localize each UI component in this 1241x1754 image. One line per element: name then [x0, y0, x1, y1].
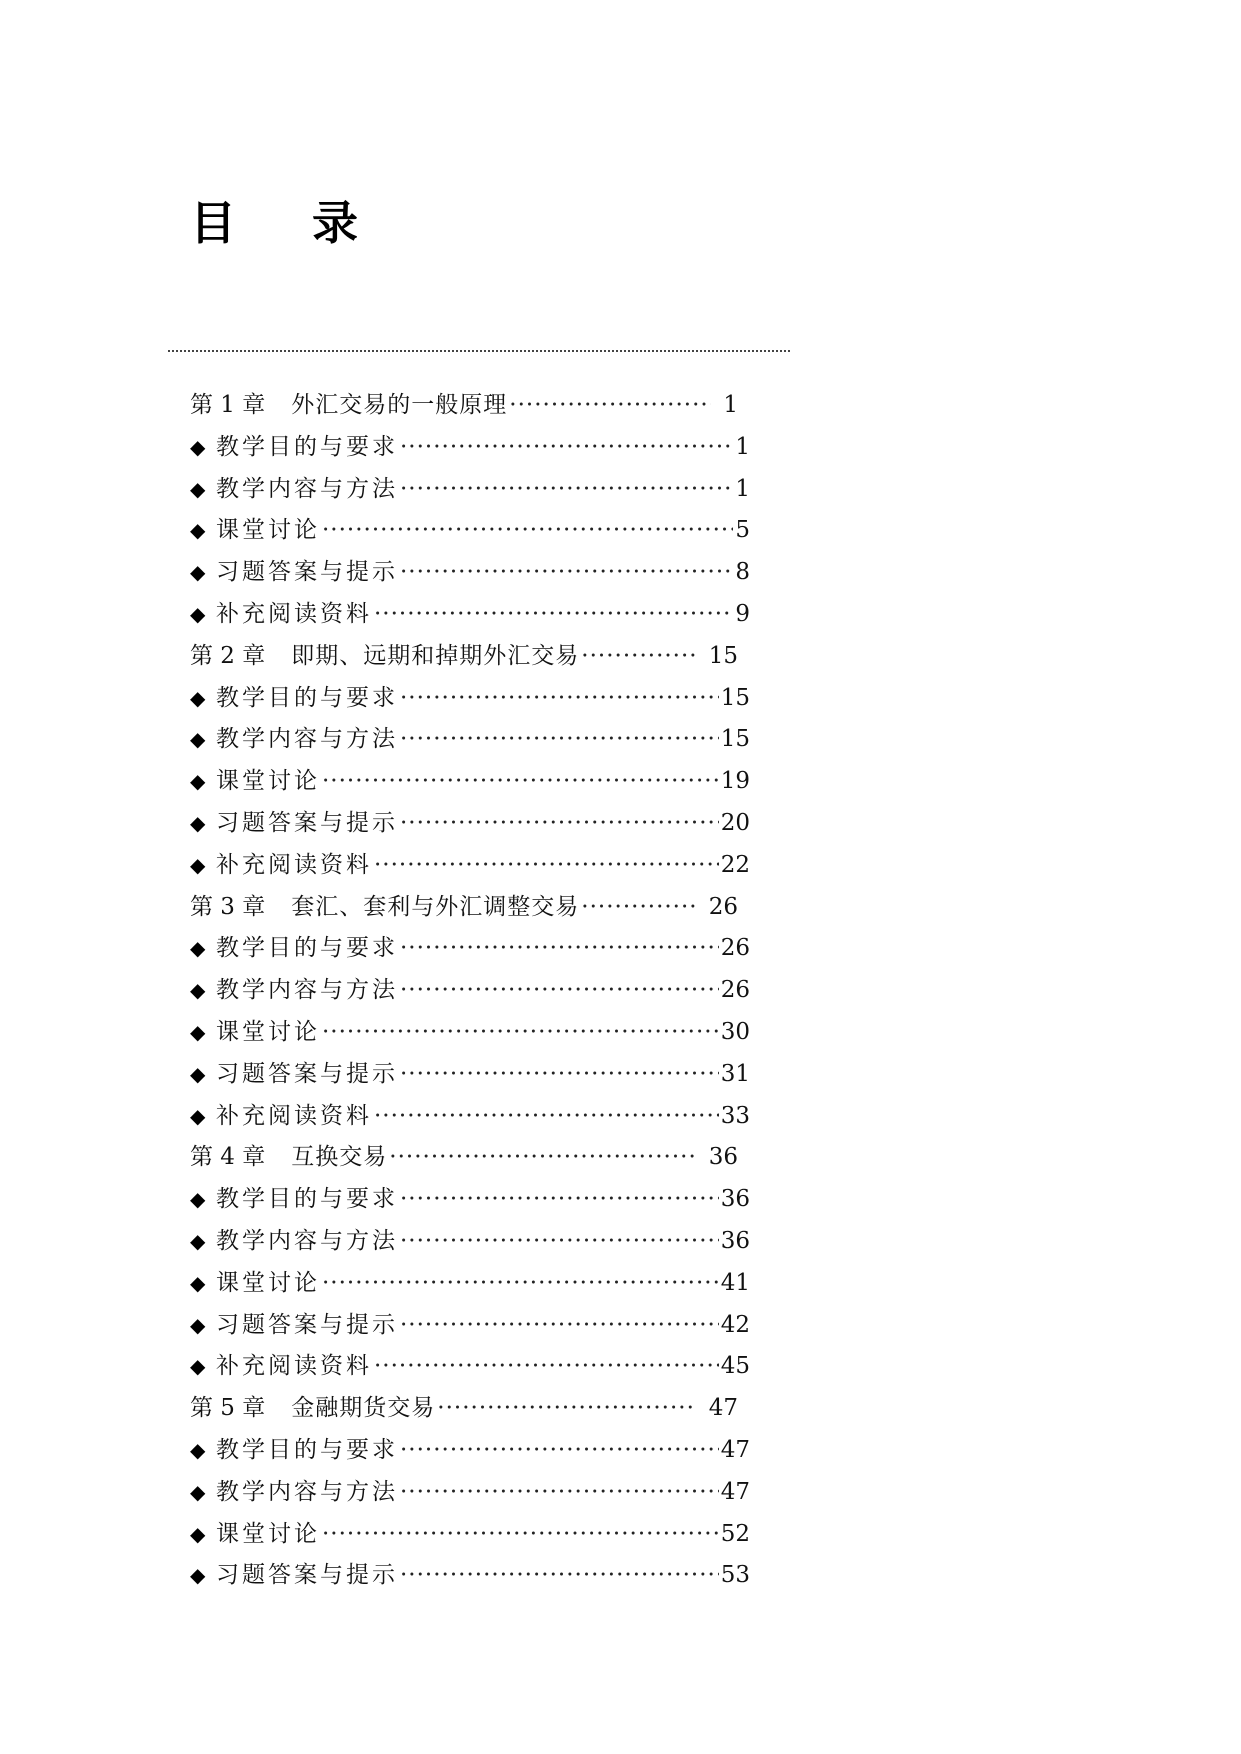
dot-leader	[400, 678, 719, 720]
dot-leader	[400, 970, 719, 1012]
section-title: 教学内容与方法	[216, 977, 398, 1004]
dot-leader	[400, 427, 733, 469]
diamond-bullet-icon: ◆	[190, 1312, 206, 1337]
toc-section-entry[interactable]	[190, 678, 750, 720]
dot-leader	[374, 1346, 719, 1388]
section-title: 教学目的与要求	[216, 1436, 398, 1463]
dot-leader	[509, 385, 711, 427]
section-title: 课堂讨论	[216, 1269, 320, 1296]
page-number: 45	[720, 1353, 750, 1380]
toc-chapter-entry[interactable]	[190, 887, 750, 929]
toc-section-entry[interactable]	[190, 1305, 750, 1347]
section-title: 教学目的与要求	[216, 684, 398, 711]
chapter-number: 第 4 章	[190, 1144, 266, 1171]
dot-leader	[400, 1472, 719, 1514]
table-of-contents	[190, 385, 750, 1597]
section-title: 课堂讨论	[216, 1520, 320, 1547]
dot-leader	[400, 469, 733, 511]
dot-leader	[400, 1430, 719, 1472]
page-number: 31	[720, 1060, 750, 1087]
toc-section-entry[interactable]	[190, 719, 750, 761]
section-title: 习题答案与提示	[216, 1060, 398, 1087]
toc-section-entry[interactable]	[190, 510, 750, 552]
dot-leader	[322, 1263, 719, 1305]
dot-leader	[400, 1221, 719, 1263]
dot-leader	[437, 1388, 696, 1430]
page-number: 26	[708, 893, 738, 920]
toc-section-entry[interactable]	[190, 1221, 750, 1263]
page-number: 15	[720, 684, 750, 711]
page-number: 9	[735, 600, 750, 627]
dot-leader	[322, 1514, 719, 1556]
diamond-bullet-icon: ◆	[190, 769, 206, 794]
toc-section-entry[interactable]	[190, 845, 750, 887]
dot-leader	[389, 1137, 696, 1179]
diamond-bullet-icon: ◆	[190, 1521, 206, 1546]
dot-leader	[581, 636, 696, 678]
section-title: 课堂讨论	[216, 517, 320, 544]
toc-section-entry[interactable]	[190, 469, 750, 511]
diamond-bullet-icon: ◆	[190, 1354, 206, 1379]
toc-section-entry[interactable]	[190, 1514, 750, 1556]
chapter-number: 第 1 章	[190, 392, 266, 418]
toc-section-entry[interactable]	[190, 761, 750, 803]
diamond-bullet-icon: ◆	[190, 1061, 206, 1086]
page-number: 52	[720, 1520, 750, 1547]
toc-section-entry[interactable]	[190, 1096, 750, 1138]
section-title: 补充阅读资料	[216, 600, 372, 627]
section-title: 教学内容与方法	[216, 726, 398, 753]
section-title: 补充阅读资料	[216, 851, 372, 878]
page-number: 1	[735, 475, 750, 502]
diamond-bullet-icon: ◆	[190, 810, 206, 835]
diamond-bullet-icon: ◆	[190, 601, 206, 626]
section-title: 习题答案与提示	[216, 559, 398, 586]
toc-section-entry[interactable]	[190, 1263, 750, 1305]
page-number: 41	[720, 1269, 750, 1296]
diamond-bullet-icon: ◆	[190, 560, 206, 585]
toc-chapter-entry[interactable]	[190, 636, 750, 678]
toc-section-entry[interactable]	[190, 928, 750, 970]
page-number: 5	[735, 517, 750, 544]
diamond-bullet-icon: ◆	[190, 727, 206, 752]
dot-leader	[322, 761, 719, 803]
page-number: 15	[708, 642, 738, 669]
dot-leader	[400, 928, 719, 970]
toc-section-entry[interactable]	[190, 1555, 750, 1597]
page-number: 47	[720, 1436, 750, 1463]
toc-section-entry[interactable]	[190, 1430, 750, 1472]
dot-leader	[374, 594, 733, 636]
diamond-bullet-icon: ◆	[190, 1270, 206, 1295]
diamond-bullet-icon: ◆	[190, 434, 206, 459]
toc-section-entry[interactable]	[190, 594, 750, 636]
toc-section-entry[interactable]	[190, 1054, 750, 1096]
diamond-bullet-icon: ◆	[190, 1187, 206, 1212]
toc-section-entry[interactable]	[190, 427, 750, 469]
page-number: 8	[735, 559, 750, 586]
section-title: 教学目的与要求	[216, 1186, 398, 1213]
diamond-bullet-icon: ◆	[190, 685, 206, 710]
section-title: 补充阅读资料	[216, 1102, 372, 1129]
dot-leader	[400, 719, 719, 761]
diamond-bullet-icon: ◆	[190, 1228, 206, 1253]
chapter-title: 即期、远期和掉期外汇交易	[291, 642, 580, 669]
toc-section-entry[interactable]	[190, 552, 750, 594]
toc-chapter-entry[interactable]	[190, 1137, 750, 1179]
chapter-number: 第 2 章	[190, 642, 266, 669]
page-number: 1	[723, 392, 738, 418]
toc-chapter-entry[interactable]	[190, 1388, 750, 1430]
dot-leader	[581, 887, 696, 929]
page-number: 33	[720, 1102, 750, 1129]
toc-section-entry[interactable]	[190, 1012, 750, 1054]
diamond-bullet-icon: ◆	[190, 1437, 206, 1462]
page-number: 1	[735, 433, 750, 460]
diamond-bullet-icon: ◆	[190, 476, 206, 501]
section-title: 教学目的与要求	[216, 935, 398, 962]
diamond-bullet-icon: ◆	[190, 1479, 206, 1504]
dot-leader	[400, 1305, 719, 1347]
page-title: 目 录	[190, 196, 389, 250]
page-number: 26	[720, 935, 750, 962]
dot-leader	[400, 1555, 719, 1597]
page-number: 22	[720, 851, 750, 878]
dot-leader	[322, 1012, 719, 1054]
toc-section-entry[interactable]	[190, 1179, 750, 1221]
page-number: 15	[720, 726, 750, 753]
diamond-bullet-icon: ◆	[190, 978, 206, 1003]
section-title: 习题答案与提示	[216, 809, 398, 836]
page-number: 19	[720, 768, 750, 795]
page-number: 36	[720, 1227, 750, 1254]
chapter-title: 互换交易	[291, 1144, 388, 1171]
page-number: 42	[720, 1311, 750, 1338]
section-title: 教学内容与方法	[216, 1478, 398, 1505]
dot-leader	[374, 845, 719, 887]
section-title: 习题答案与提示	[216, 1311, 398, 1338]
page-number: 36	[708, 1144, 738, 1171]
section-title: 教学内容与方法	[216, 1227, 398, 1254]
diamond-bullet-icon: ◆	[190, 852, 206, 877]
page-number: 53	[720, 1562, 750, 1589]
section-title: 课堂讨论	[216, 768, 320, 795]
page-number: 26	[720, 977, 750, 1004]
chapter-number: 第 3 章	[190, 893, 266, 920]
page-number: 36	[720, 1186, 750, 1213]
dot-leader	[400, 1179, 719, 1221]
section-title: 课堂讨论	[216, 1018, 320, 1045]
section-title: 习题答案与提示	[216, 1562, 398, 1589]
diamond-bullet-icon: ◆	[190, 1019, 206, 1044]
diamond-bullet-icon: ◆	[190, 936, 206, 961]
section-title: 教学内容与方法	[216, 475, 398, 502]
toc-section-entry[interactable]	[190, 1472, 750, 1514]
page-number: 20	[720, 809, 750, 836]
section-title: 教学目的与要求	[216, 433, 398, 460]
chapter-title: 外汇交易的一般原理	[291, 392, 508, 418]
page-number: 30	[720, 1018, 750, 1045]
diamond-bullet-icon: ◆	[190, 1103, 206, 1128]
toc-section-entry[interactable]	[190, 803, 750, 845]
toc-chapter-entry[interactable]	[190, 385, 750, 427]
dot-leader	[400, 803, 719, 845]
toc-section-entry[interactable]	[190, 970, 750, 1012]
chapter-title: 套汇、套利与外汇调整交易	[291, 893, 580, 920]
diamond-bullet-icon: ◆	[190, 518, 206, 543]
dot-leader	[400, 552, 733, 594]
page-number: 47	[708, 1395, 738, 1422]
toc-section-entry[interactable]	[190, 1346, 750, 1388]
page-number: 47	[720, 1478, 750, 1505]
chapter-title: 金融期货交易	[291, 1395, 436, 1422]
dot-leader	[374, 1096, 719, 1138]
section-title: 补充阅读资料	[216, 1353, 372, 1380]
dot-leader	[400, 1054, 719, 1096]
diamond-bullet-icon: ◆	[190, 1563, 206, 1588]
dot-leader	[322, 510, 733, 552]
chapter-number: 第 5 章	[190, 1395, 266, 1422]
dotted-divider	[168, 350, 790, 352]
